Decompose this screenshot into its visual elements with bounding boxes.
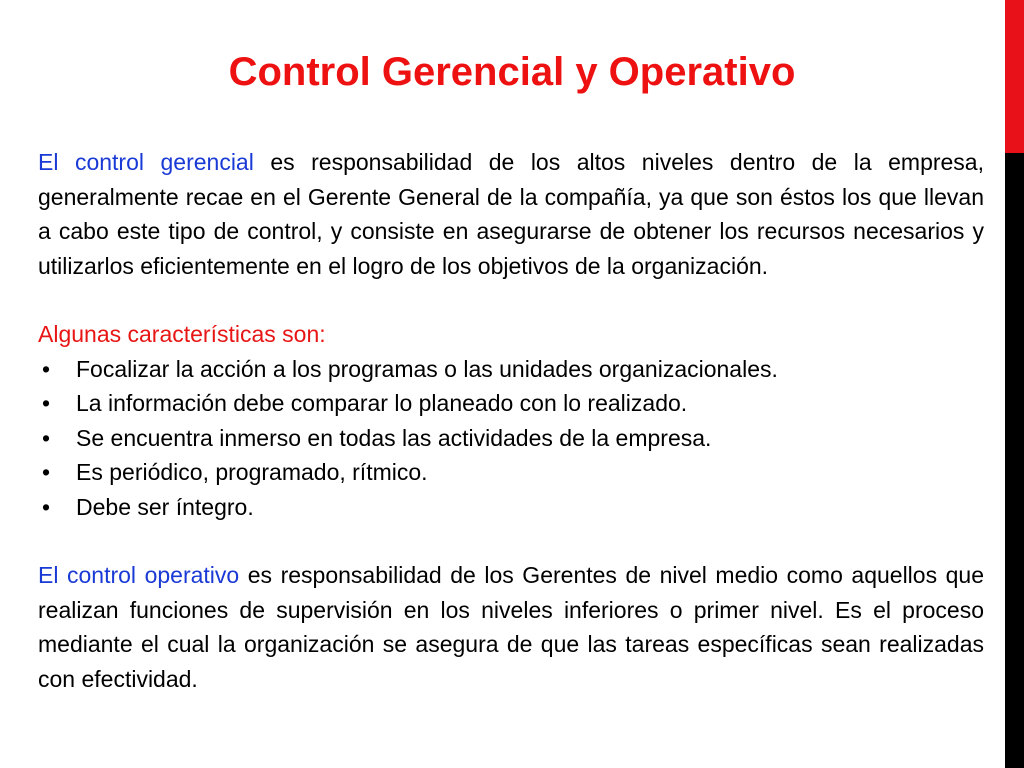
list-item xyxy=(38,386,984,421)
characteristics-heading: Algunas características son: xyxy=(38,321,326,347)
list-item-text: Focalizar la acción a los programas o las unidades organizacionales. xyxy=(76,355,778,382)
bullet-icon: • xyxy=(42,355,51,382)
list-item-text: Debe ser íntegro. xyxy=(76,493,254,520)
bullet-icon: • xyxy=(42,493,51,520)
slide-content xyxy=(38,145,984,696)
spacer xyxy=(38,283,984,317)
list-item xyxy=(38,455,984,490)
spacer xyxy=(38,524,984,558)
paragraph-control-operativo xyxy=(38,558,984,696)
list-item-text: La información debe comparar lo planeado con lo realizado. xyxy=(76,390,688,416)
list-item xyxy=(38,490,984,525)
term-control-gerencial: El control gerencial xyxy=(38,149,254,175)
accent-bar-top xyxy=(1005,0,1024,153)
list-item-text: Es periódico, programado, rítmico. xyxy=(76,459,428,485)
list-item xyxy=(38,352,984,387)
slide-title: Control Gerencial y Operativo xyxy=(228,50,796,94)
accent-bar-bottom xyxy=(1005,153,1024,768)
bullet-icon: • xyxy=(42,390,51,416)
list-item xyxy=(38,421,984,456)
paragraph-control-gerencial xyxy=(38,145,984,283)
bullet-icon: • xyxy=(42,424,51,451)
paragraph-text: es responsabilidad de los altos niveles dentro de la empresa, generalmente recae en el Gerente General de la compañía, ya que son éstos los que llevan a cabo este tipo de control, y consiste en asegurarse de obtener los recursos necesarios y utilizarlos eficientemente en el logro de los objetivos de la organización. xyxy=(38,149,984,279)
paragraph-text: es responsabilidad de los Gerentes de nivel medio como aquellos que realizan funciones de supervisión en los niveles inferiores o primer nivel. Es el proceso mediante el cual la organización se asegura de que las tareas específicas sean realizadas con efectividad. xyxy=(38,562,985,692)
bullet-icon: • xyxy=(42,459,51,485)
term-control-operativo: El control operativo xyxy=(38,562,240,588)
list-item-text: Se encuentra inmerso en todas las actividades de la empresa. xyxy=(76,424,712,451)
characteristics-list xyxy=(38,352,984,525)
